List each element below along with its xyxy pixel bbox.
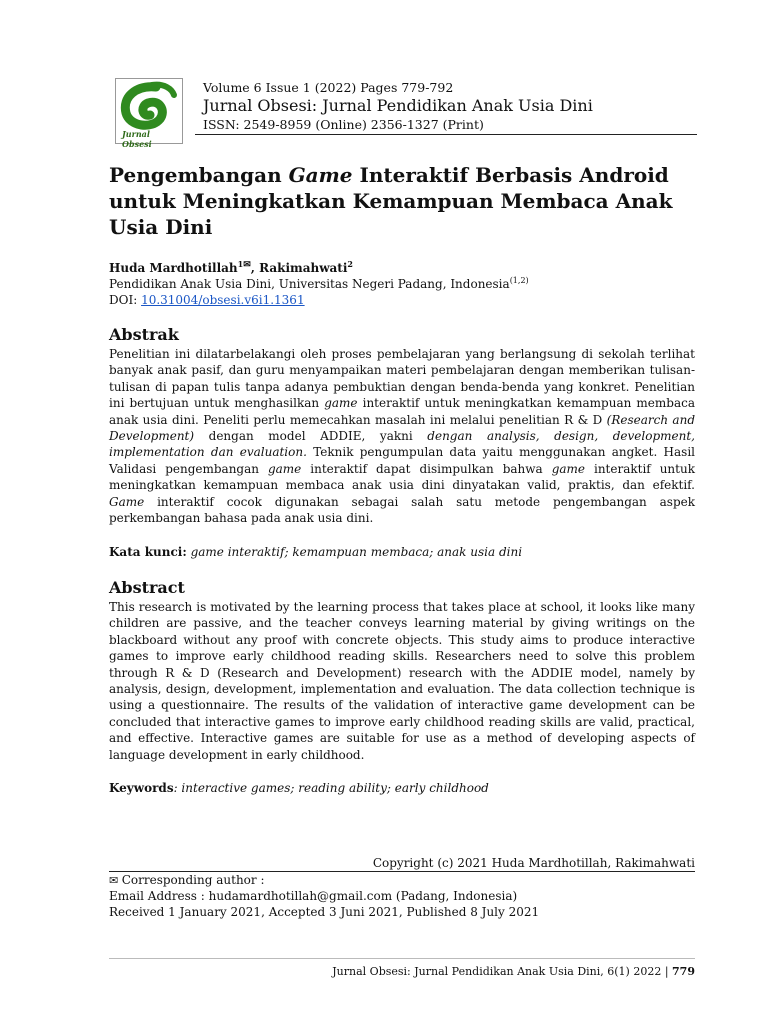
affiliation: Pendidikan Anak Usia Dini, Universitas Negeri Padang, Indonesia$^{(1,2)}$ <box>109 276 529 291</box>
abstrak-heading: Abstrak <box>109 325 179 344</box>
doi-link[interactable]: 10.31004/obsesi.v6i1.1361 <box>141 293 305 307</box>
corresponding-author: ✉ Corresponding author : <box>109 873 265 887</box>
logo-text: Jurnal Obsesi <box>122 129 152 149</box>
abstrak-text: Penelitian ini dilatarbelakangi oleh proses pembelajaran yang berlangsung di sekolah terlihat banyak anak pasif, dan guru menyampaikan materi pembelajaran dengan memberikan tulisan-tulisan di papan tulis tanpa adanya pembuktian dengan benda-benda yang konkret. Penelitian ini bertujuan untuk menghasilkan game interaktif untuk meningkatkan kemampuan membaca anak usia dini. Peneliti perlu memecahkan masalah ini melalui penelitian R & D (Research and Development) dengan model ADDIE, yakni dengan analysis, design, development, implementation dan evaluation. Teknik pengumpulan data yaitu menggunakan angket. Hasil Validasi pengembangan game interaktif dapat disimpulkan bahwa game interaktif untuk meningkatkan kemampuan membaca anak usia dini dinyatakan valid, praktis, dan efektif. Game interaktif cocok digunakan sebagai salah satu metode pengembangan aspek perkembangan bahasa pada anak usia dini. <box>109 347 696 526</box>
article-title: Pengembangan Game Interaktif Berbasis Android untuk Meningkatkan Kemampuan Membaca Anak Usia Dini <box>109 163 673 239</box>
email-address: Email Address : hudamardhotillah@gmail.com (Padang, Indonesia) <box>109 889 518 903</box>
abstract-heading: Abstract <box>109 578 185 597</box>
abstract-text: This research is motivated by the learning process that takes place at school, it looks like many children are passive, and the teacher conveys learning material by giving writings on the blackboard without any proof with concrete objects. This study aims to produce interactive games to improve early childhood reading skills. Researchers need to solve this problem through R & D (Research and Development) research with the ADDIE model, namely by analysis, design, development, implementation and evaluation. The data collection technique is using a questionnaire. The results of the validation of interactive game development can be concluded that interactive games to improve early childhood reading skills are valid, practical, and effective. Interactive games are suitable for use as a method of developing aspects of language development in early childhood. <box>109 600 695 762</box>
authors: Huda Mardhotillah$^{1✉}$, Rakimahwati$^2$ <box>109 259 353 275</box>
running-footer: Jurnal Obsesi: Jurnal Pendidikan Anak Usia Dini, 6(1) 2022 | 779 <box>332 965 695 978</box>
footnote-divider <box>109 871 695 872</box>
page-footer-divider <box>109 958 695 959</box>
keywords: Keywords: interactive games; reading ability; early childhood <box>109 781 489 795</box>
copyright: Copyright (c) 2021 Huda Mardhotillah, Rakimahwati <box>372 856 695 870</box>
envelope-icon: ✉ <box>109 874 122 887</box>
page-number: 779 <box>672 965 695 978</box>
volume-info: Volume 6 Issue 1 (2022) Pages 779-792 <box>203 80 454 95</box>
doi: DOI: 10.31004/obsesi.v6i1.1361 <box>109 293 305 307</box>
received-dates: Received 1 January 2021, Accepted 3 Juni 2021, Published 8 July 2021 <box>109 905 540 919</box>
envelope-icon: ✉ <box>243 260 251 270</box>
journal-logo <box>115 78 183 149</box>
kata-kunci: Kata kunci: game interaktif; kemampuan membaca; anak usia dini <box>109 545 523 559</box>
journal-name: Jurnal Obsesi: Jurnal Pendidikan Anak Usia Dini <box>203 96 593 115</box>
issn: ISSN: 2549-8959 (Online) 2356-1327 (Print) <box>203 117 484 132</box>
header-divider <box>195 134 697 135</box>
